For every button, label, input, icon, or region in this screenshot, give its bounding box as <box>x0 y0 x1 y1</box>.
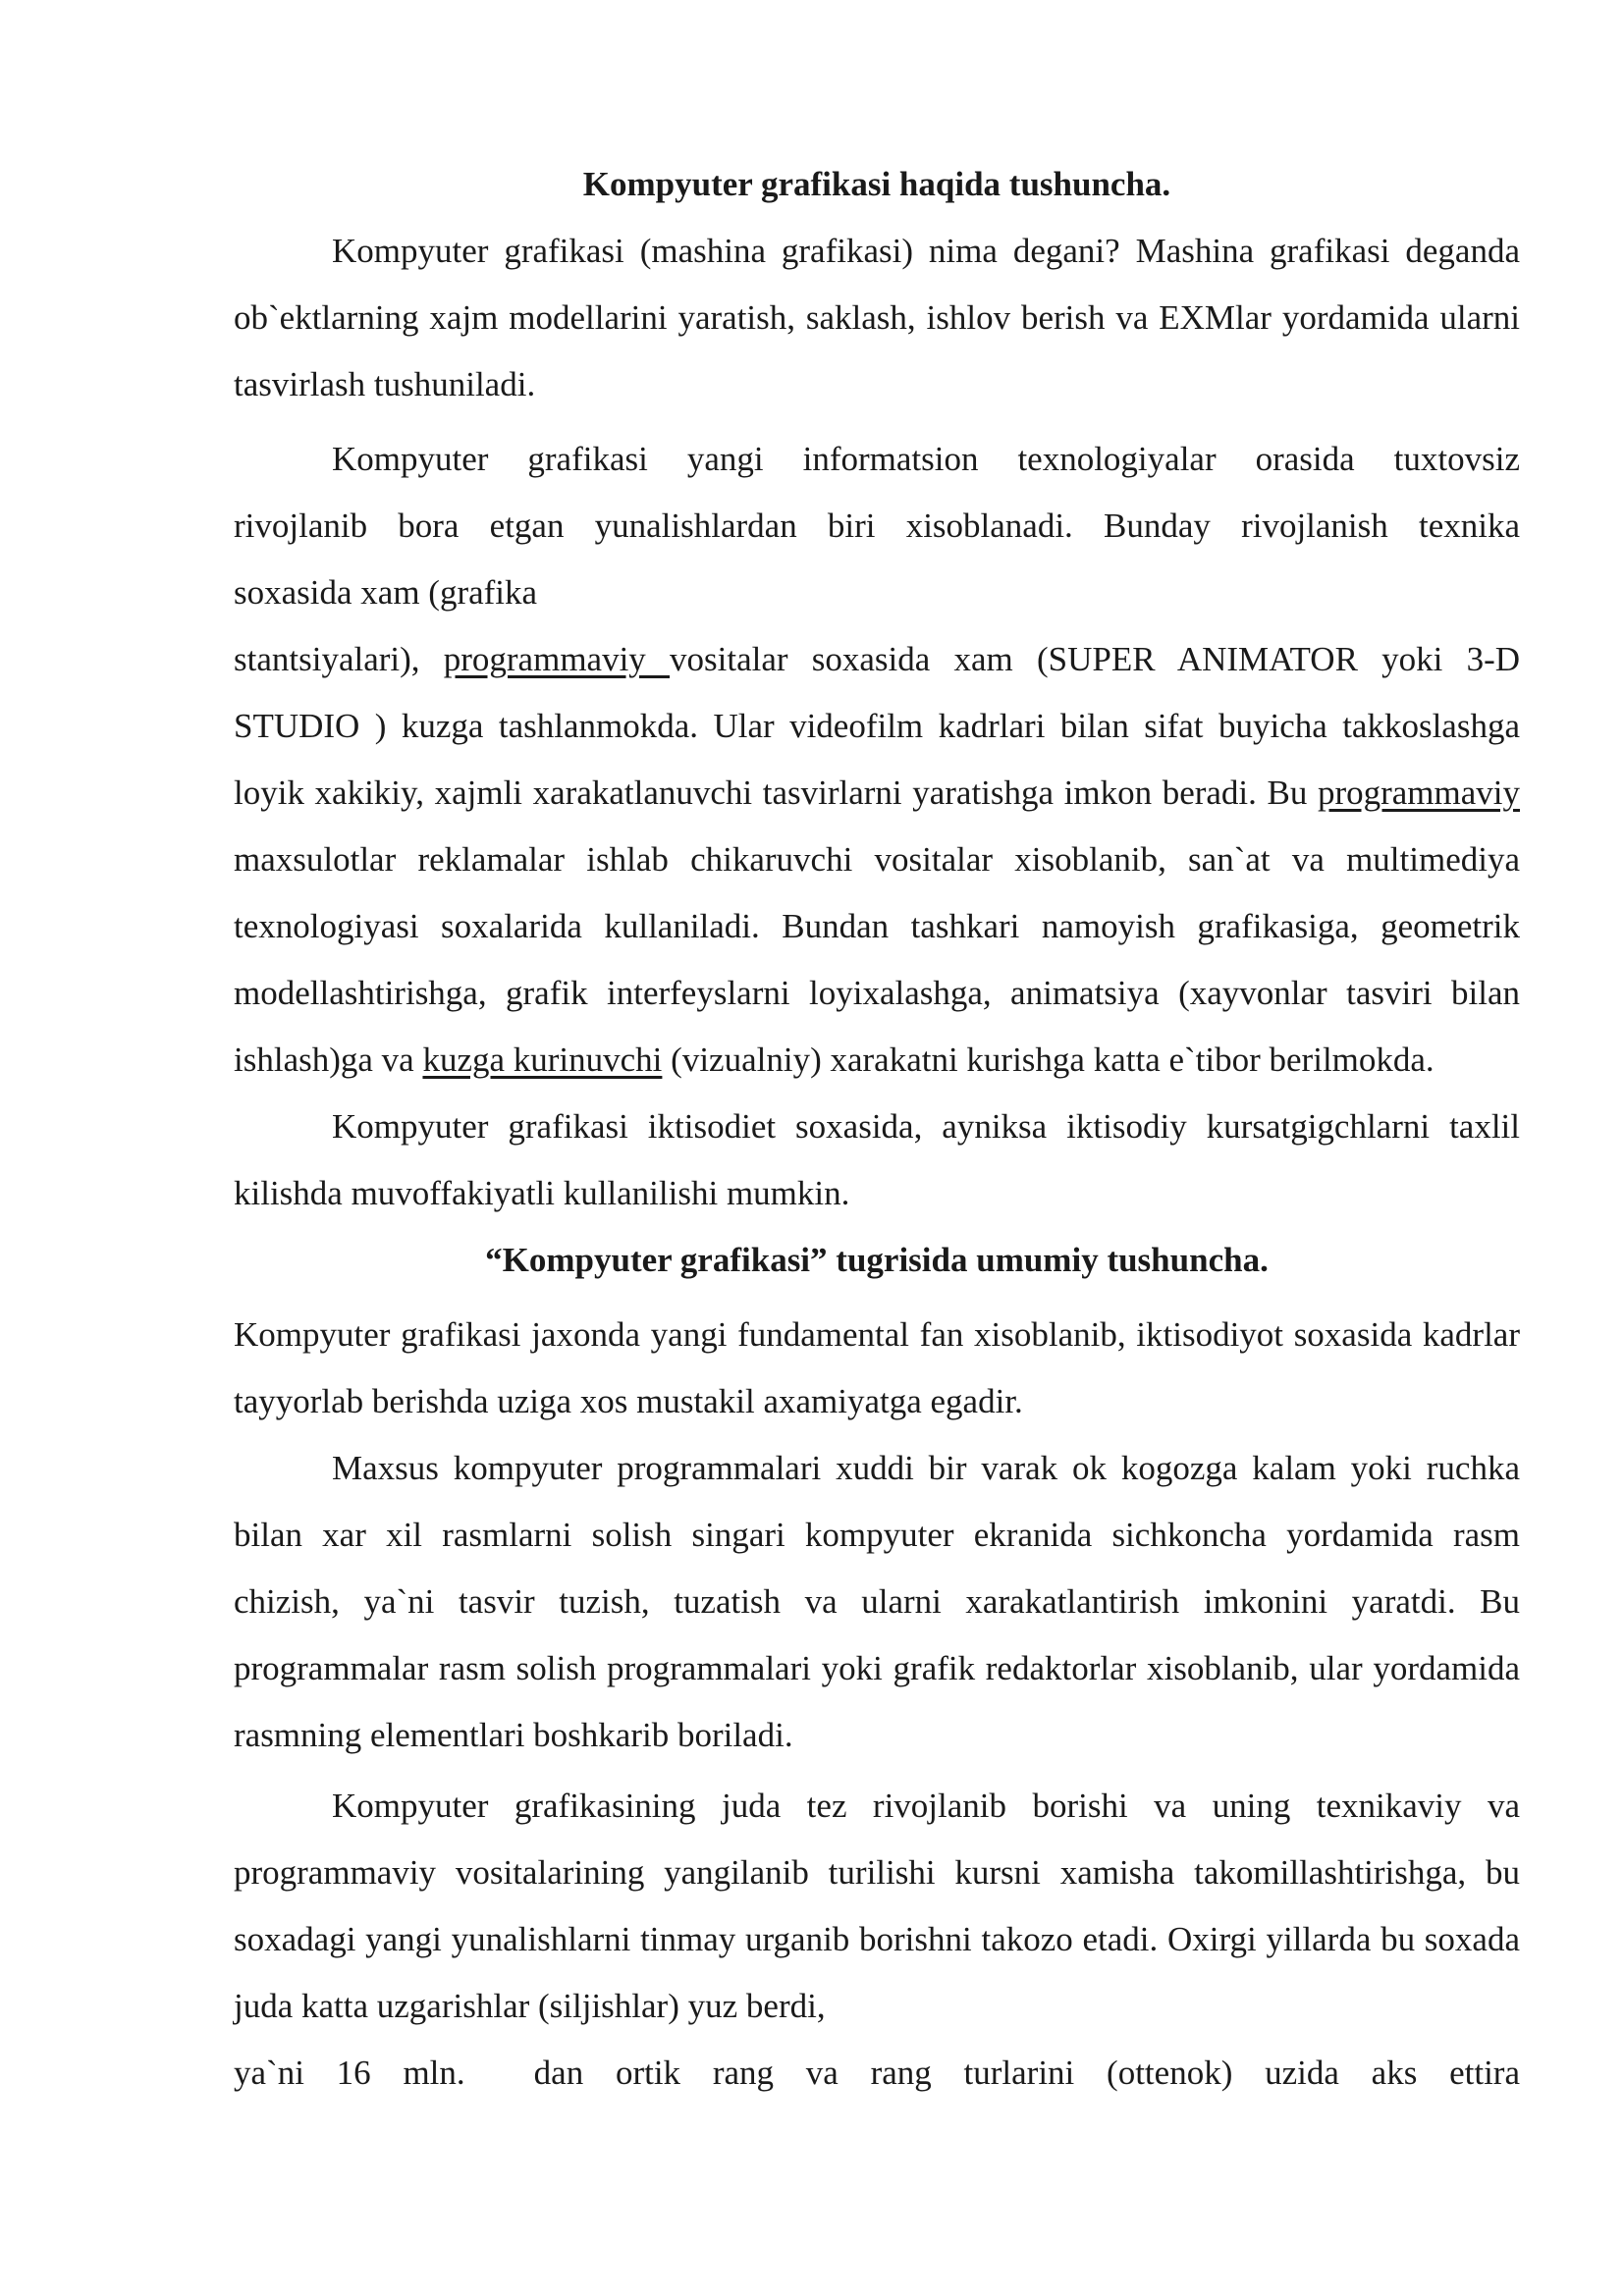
paragraph-6-last-line <box>234 2040 1520 2107</box>
heading-section: “Kompyuter grafikasi” tugrisida umumiy tushuncha. <box>485 1241 1269 1279</box>
paragraph-2-line-1: Kompyuter grafikasi yangi informatsion texnologiyalar orasida tuxtovsiz <box>332 440 1520 478</box>
link-programmaviy-1[interactable]: programmaviy <box>443 640 671 678</box>
paragraph-2-text-c: maxsulotlar reklamalar ishlab chikaruvchi vositalar xisoblanib, san`at va multimediya texnologiyasi soxalarida kullaniladi. Bundan tashkari namoyish grafikasiga, geometrik modellashtirishga, grafik interfeyslarni loyixalashga, animatsiya (xayvonlar tasviri bilan ishlash)ga va <box>234 840 1520 1079</box>
paragraph-6-text: Kompyuter grafikasining juda tez rivojlanib borishi va uning texnikaviy va programmaviy vositalarining yangilanib turilishi kursni xamisha takomillashtirishga, bu soxadagi yangi yunalishlarni tinmay urganib borishni takozo etadi. Oxirgi yillarda bu soxada juda katta uzgarishlar (siljishlar) yuz berdi, <box>234 1787 1520 2025</box>
document-body <box>234 151 1520 2107</box>
paragraph-2-rest <box>234 626 1520 1094</box>
paragraph-5: Maxsus kompyuter programmalari xuddi bir varak ok kogozga kalam yoki ruchka bilan xar xil rasmlarni solish singari kompyuter ekranida sichkoncha yordamida rasm chizish, ya`ni tasvir tuzish, tuzatish va ularni xarakatlantirish imkonini yaratdi. Bu programmalar rasm solish programmalari yoki grafik redaktorlar xisoblanib, ular yordamida rasmning elementlari boshkarib boriladi. <box>234 1449 1520 1754</box>
paragraph-2-line-3: soxasida xam (grafika <box>234 573 538 612</box>
paragraph-2-line-2: rivojlanib bora etgan yunalishlardan biri xisoblanadi. Bunday rivojlanish texnika <box>234 507 1520 545</box>
paragraph-6-last-a: ya`ni 16 mln. <box>234 2054 465 2092</box>
paragraph-2-text-a: stantsiyalari), <box>234 640 444 678</box>
paragraph-2-text-b: vositalar soxasida xam (SUPER ANIMATOR yoki 3-D STUDIO ) kuzga tashlanmokda. Ular videofilm kadrlari bilan sifat buyicha takkoslashga loyik xakikiy, xajmli xarakatlanuvchi tasvirlarni yaratishga imkon beradi. Bu <box>234 640 1520 812</box>
paragraph-4: Kompyuter grafikasi jaxonda yangi fundamental fan xisoblanib, iktisodiyot soxasida kadrlar tayyorlab berishda uziga xos mustakil axamiyatga egadir. <box>234 1315 1520 1420</box>
paragraph-2 <box>234 426 1520 1094</box>
paragraph-3: Kompyuter grafikasi iktisodiet soxasida, ayniksa iktisodiy kursatgigchlarni taxlil kilishda muvoffakiyatli kullanilishi mumkin. <box>234 1107 1520 1212</box>
heading-main: Kompyuter grafikasi haqida tushuncha. <box>582 165 1171 203</box>
link-kuzga-kurinuvchi[interactable]: kuzga kurinuvchi <box>422 1041 663 1079</box>
link-programmaviy-2[interactable]: programmaviy <box>1317 774 1520 812</box>
paragraph-1: Kompyuter grafikasi (mashina grafikasi) nima degani? Mashina grafikasi deganda ob`ektlarning xajm modellarini yaratish, saklash, ishlov berish va EXMlar yordamida ularni tasvirlash tushuniladi. <box>234 232 1520 403</box>
paragraph-6-last-b: dan ortik rang va rang turlarini (ottenok) uzida aks ettira <box>533 2054 1520 2092</box>
paragraph-2-text-d: (vizualniy) xarakatni kurishga katta e`tibor berilmokda. <box>662 1041 1435 1079</box>
paragraph-6 <box>234 1773 1520 2107</box>
